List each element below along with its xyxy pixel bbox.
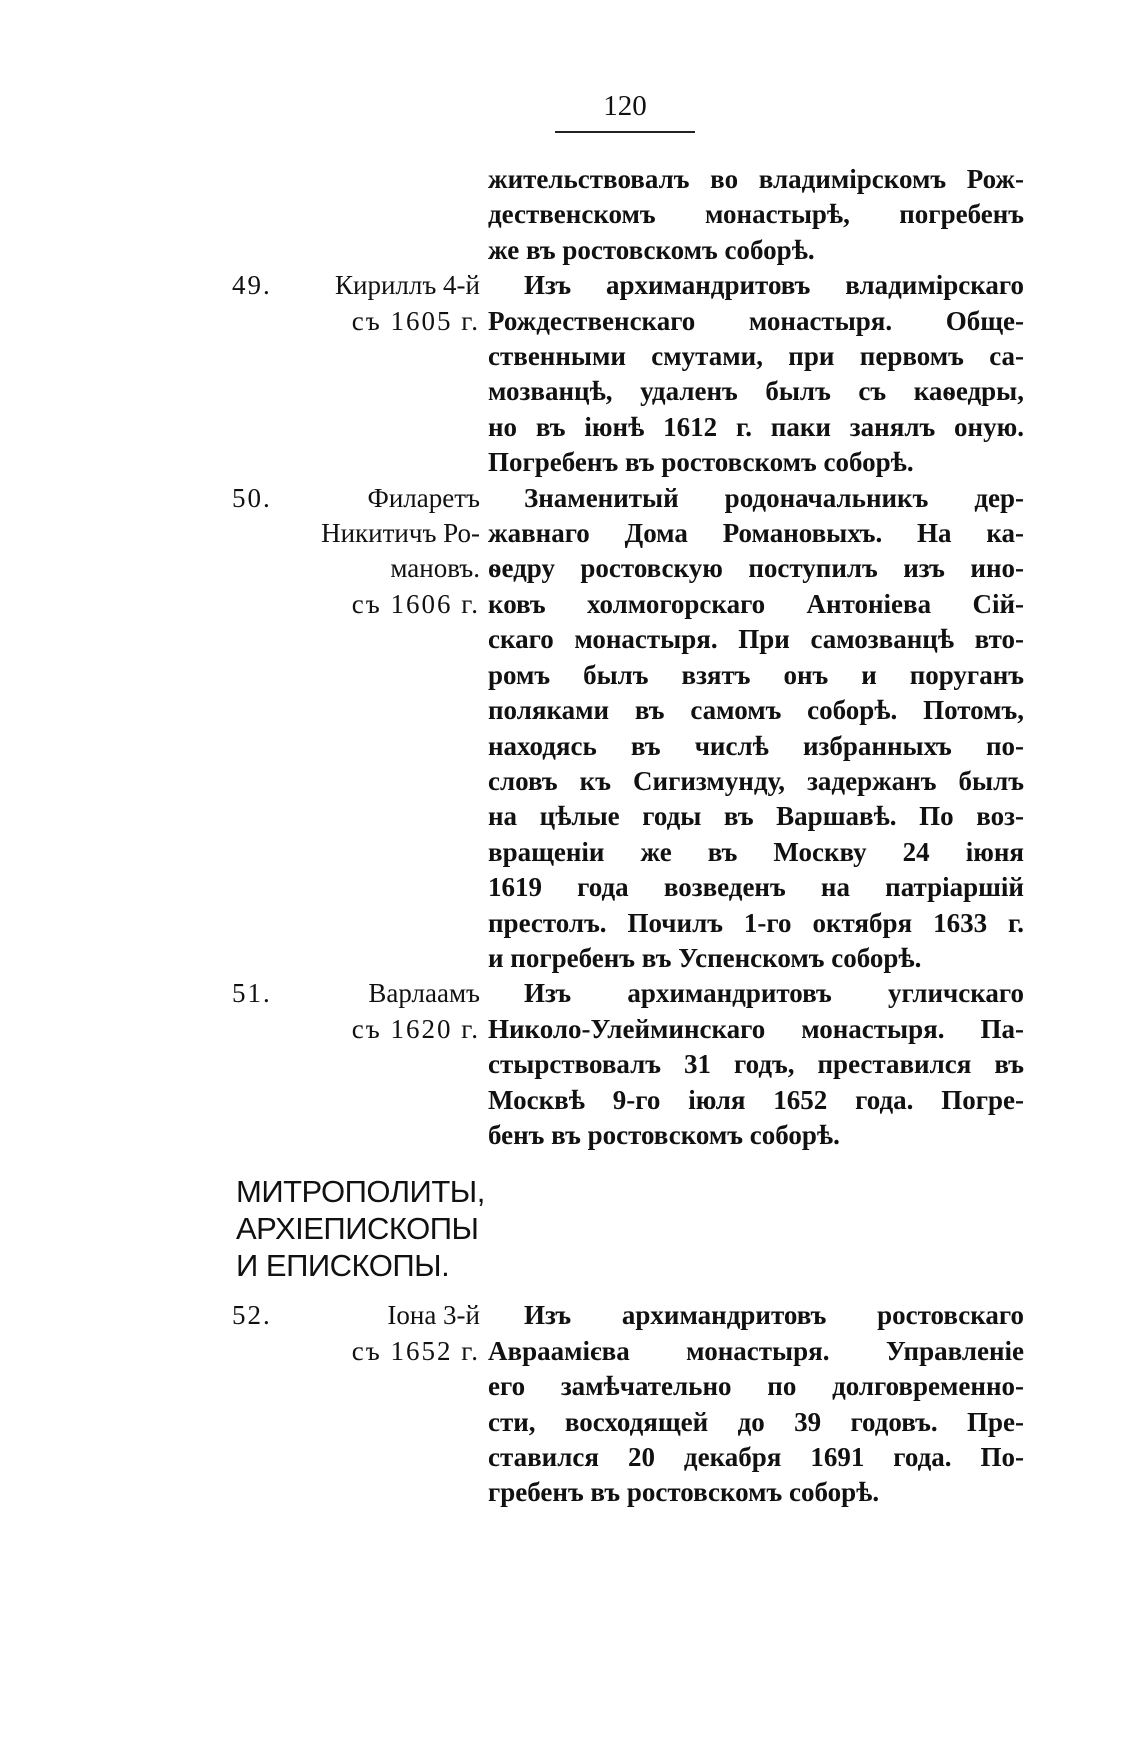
text-line: жительствовалъ во владимірскомъ Рож- xyxy=(488,164,1024,194)
name-line: съ 1652 г. xyxy=(351,1335,480,1366)
text-line: Москвѣ 9-го іюля 1652 года. Погре- xyxy=(488,1084,1024,1115)
heading-line: МИТРОПОЛИТЫ, xyxy=(236,1174,485,1210)
entry-text xyxy=(488,1298,1024,1510)
name-line: Филаретъ xyxy=(367,482,480,513)
text-line: и погребенъ въ Успенскомъ соборѣ. xyxy=(488,942,922,973)
entry-number: 52. xyxy=(232,1300,272,1331)
entry-51 xyxy=(0,976,1140,1153)
entry-name xyxy=(258,268,480,339)
text-line: Рождественскаго монастыря. Обще- xyxy=(488,305,1024,336)
text-line: мозванцѣ, удаленъ былъ съ каѳедры, xyxy=(488,376,1024,407)
entry-number: 50. xyxy=(232,482,272,513)
intro-continuation xyxy=(0,162,1140,268)
name-line: съ 1605 г. xyxy=(351,305,480,336)
heading-line: АРХІЕПИСКОПЫ xyxy=(236,1211,479,1247)
text-line: Погребенъ въ ростовскомъ соборѣ. xyxy=(488,447,914,478)
entry-text xyxy=(488,976,1024,1153)
name-line: Никитичъ Ро- xyxy=(321,518,480,549)
name-line: съ 1620 г. xyxy=(351,1013,480,1044)
entry-text xyxy=(488,268,1024,480)
entries-list xyxy=(0,162,1140,1511)
page-number: 120 xyxy=(603,90,647,122)
entry-number: 49. xyxy=(232,270,272,301)
entry-number: 51. xyxy=(232,978,272,1009)
entry-name xyxy=(258,481,480,623)
name-line: Іона 3-й xyxy=(387,1300,480,1331)
text-line: сти, восходящей до 39 годовъ. Пре- xyxy=(488,1406,1024,1437)
text-line: 1619 года возведенъ на патріаршій xyxy=(488,872,1024,903)
text-line: Изъ архимандритовъ угличскаго xyxy=(524,978,1024,1009)
text-line: но въ іюнѣ 1612 г. паки занялъ оную. xyxy=(488,411,1024,442)
entry-text xyxy=(488,162,1024,268)
text-line: жавнаго Дома Романовыхъ. На ка- xyxy=(488,518,1024,549)
text-line: престолъ. Почилъ 1-го октября 1633 г. xyxy=(488,907,1024,938)
entry-52 xyxy=(0,1298,1140,1510)
text-line: Авраамієва монастыря. Управленіе xyxy=(488,1335,1024,1366)
text-line: находясь въ числѣ избранныхъ по- xyxy=(488,730,1024,761)
text-line: стырствовалъ 31 годъ, преставился въ xyxy=(488,1049,1024,1080)
text-line: гребенъ въ ростовскомъ соборѣ. xyxy=(488,1477,880,1508)
name-line: Кириллъ 4-й xyxy=(334,270,480,301)
text-line: ственными смутами, при первомъ са- xyxy=(488,341,1024,372)
text-line: ѳедру ростовскую поступилъ изъ ино- xyxy=(488,553,1024,584)
text-line: ромъ былъ взятъ онъ и поруганъ xyxy=(488,659,1024,690)
text-line: его замѣчательно по долговременно- xyxy=(488,1371,1024,1402)
name-line: съ 1606 г. xyxy=(351,588,480,619)
text-line: бенъ въ ростовскомъ соборѣ. xyxy=(488,1119,840,1150)
entry-text xyxy=(488,481,1024,977)
text-line: ковъ холмогорскаго Антоніева Сій- xyxy=(488,588,1024,619)
text-line: Знаменитый родоначальникъ дер- xyxy=(524,482,1024,513)
text-line: вращеніи же въ Москву 24 іюня xyxy=(488,836,1024,867)
text-line: на цѣлые годы въ Варшавѣ. По воз- xyxy=(488,801,1024,832)
page-number-rule xyxy=(555,131,695,133)
text-line: скаго монастыря. При самозванцѣ вто- xyxy=(488,624,1024,655)
entry-49 xyxy=(0,268,1140,480)
heading-line: И ЕПИСКОПЫ. xyxy=(236,1248,450,1284)
text-line: же въ ростовскомъ соборѣ. xyxy=(488,234,815,265)
text-line: ставился 20 декабря 1691 года. По- xyxy=(488,1442,1024,1472)
text-line: дественскомъ монастырѣ, погребенъ xyxy=(488,199,1024,230)
entry-50 xyxy=(0,481,1140,977)
text-line: словъ къ Сигизмунду, задержанъ былъ xyxy=(488,765,1024,796)
section-heading xyxy=(236,1173,1140,1284)
name-line: мановъ. xyxy=(390,553,480,584)
text-line: поляками въ самомъ соборѣ. Потомъ, xyxy=(488,695,1024,726)
entry-name xyxy=(258,976,480,1047)
entry-name xyxy=(258,1298,480,1369)
text-line: Изъ архимандритовъ ростовскаго xyxy=(524,1300,1024,1331)
text-line: Николо-Улейминскаго монастыря. Па- xyxy=(488,1013,1024,1044)
name-line: Варлаамъ xyxy=(368,978,480,1009)
text-line: Изъ архимандритовъ владимірскаго xyxy=(524,270,1024,301)
